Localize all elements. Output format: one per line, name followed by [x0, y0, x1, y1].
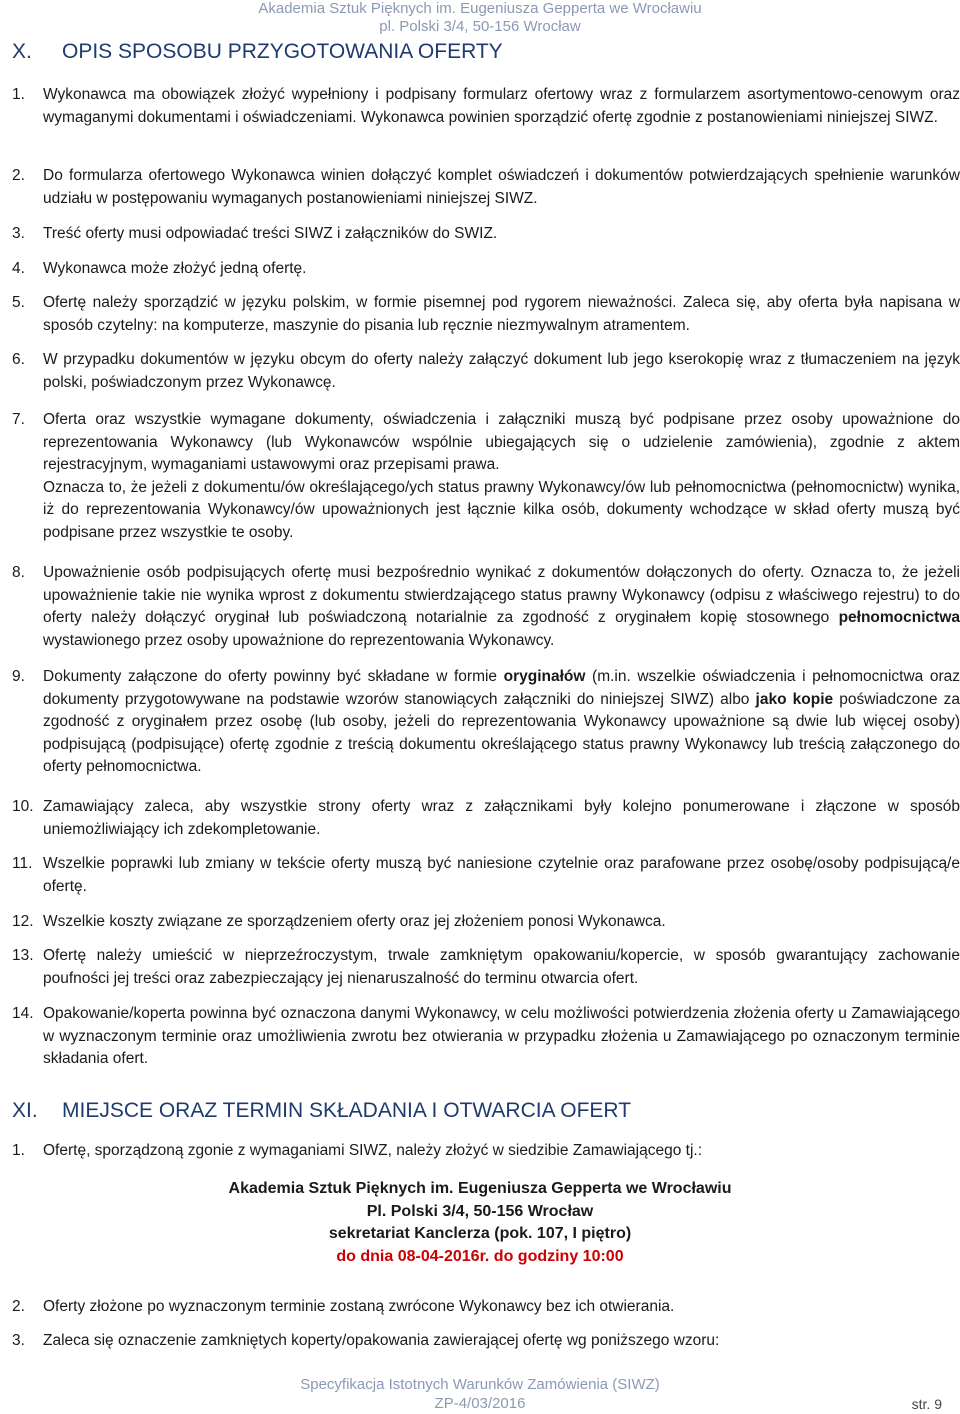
- list-item: 1. Ofertę, sporządzoną zgonie z wymaganiami SIWZ, należy złożyć w siedzibie Zamawiającego tj.:: [12, 1142, 703, 1159]
- list-item: 14. Opakowanie/koperta powinna być oznaczona danymi Wykonawcy, w celu możliwości potwierdzenia złożenia oferty u Zamawiającego w wyznaczonym terminie oraz umożliwienia zwrotu bez otwierania w przypadku złożenia u Zamawiającego po oznaczonym terminie składania ofert.: [12, 1005, 960, 1067]
- footer-reference: ZP-4/03/2016: [434, 1395, 526, 1412]
- list-item: 4. Wykonawca może złożyć jedną ofertę.: [12, 260, 307, 277]
- list-item: 13. Ofertę należy umieścić w nieprzeźroczystym, trwale zamkniętym opakowaniu/kopercie, w sposób gwarantujący zachowanie poufności jej treści oraz zabezpieczający jej nienaruszalność do terminu otwarcia ofert.: [12, 947, 960, 987]
- list-item: 2. Do formularza ofertowego Wykonawca winien dołączyć komplet oświadczeń i dokumentów potwierdzających spełnienie warunków udziału w postępowaniu wymaganych postanowieniami niniejszej SIWZ.: [12, 167, 960, 207]
- list-item: 9. Dokumenty załączone do oferty powinny być składane w formie oryginałów (m.in. wszelkie oświadczenia i pełnomocnictwa oraz dokumenty przygotowywane na podstawie wzorów stanowiących załączniki do niniejszej SIWZ) albo jako kopie poświadczone za zgodność z oryginałem przez osobę (lub osoby, jeżeli do reprezentowania Wykonawcy upoważnione są dwie lub więcej osoby) podpisującą (podpisujące) ofertę zgodnie z treścią dokumentu określającego status prawny Wykonawcy lub treścią załączonego do oferty pełnomocnictwa.: [12, 668, 960, 775]
- list-item: 10. Zamawiający zaleca, aby wszystkie strony oferty wraz z załącznikami były kolejno ponumerowane i złączone w sposób uniemożliwiający ich zdekompletowanie.: [12, 798, 960, 838]
- address-street: Pl. Polski 3/4, 50-156 Wrocław: [366, 1202, 594, 1220]
- header-address: pl. Polski 3/4, 50-156 Wrocław: [379, 18, 581, 35]
- footer-title: Specyfikacja Istotnych Warunków Zamówienia (SIWZ): [300, 1376, 660, 1393]
- list-item: 3. Zaleca się oznaczenie zamkniętych koperty/opakowania zawierającej ofertę wg poniższego wzoru:: [12, 1332, 720, 1349]
- submission-address: [0, 1178, 960, 1268]
- section-x-number: X.: [12, 40, 32, 63]
- submission-deadline: do dnia 08-04-2016r. do godziny 10:00: [336, 1247, 624, 1265]
- list-item: 2. Oferty złożone po wyznaczonym terminie zostaną zwrócone Wykonawcy bez ich otwierania.: [12, 1298, 675, 1315]
- section-x-heading: OPIS SPOSOBU PRZYGOTOWANIA OFERTY: [62, 40, 503, 63]
- list-item: 7. Oferta oraz wszystkie wymagane dokumenty, oświadczenia i załączniki muszą być podpisane przez osoby upoważnione do reprezentowania Wykonawcy (lub Wykonawców wspólnie ubiegających się o udzielenie zamówienia), zgodnie z aktem rejestracyjnym, wymaganiami ustawowymi oraz przepisami prawa. Oznacza to, że jeżeli z dokumentu/ów określającego/ych status prawny Wykonawcy/ów lub pełnomocnictwa (pełnomocnictw) wynika, iż do reprezentowania Wykonawcy/ów upoważnionych jest łącznie kilka osób, dokumenty wchodzące w skład oferty muszą być podpisane przez wszystkie te osoby.: [12, 411, 960, 541]
- list-item: 3. Treść oferty musi odpowiadać treści SIWZ i załączników do SWIZ.: [12, 225, 498, 242]
- header-institution: Akademia Sztuk Pięknych im. Eugeniusza Gepperta we Wrocławiu: [258, 0, 702, 17]
- list-item: 12. Wszelkie koszty związane ze sporządzeniem oferty oraz jej złożeniem ponosi Wykonawca.: [12, 913, 666, 930]
- section-x-title: [12, 40, 503, 64]
- page-number: str. 9: [911, 1396, 942, 1412]
- list-item: 6. W przypadku dokumentów w języku obcym do oferty należy załączyć dokument lub jego kserokopię wraz z tłumaczeniem na język polski, poświadczonym przez Wykonawcę.: [12, 351, 960, 391]
- section-xi-title: [12, 1099, 631, 1123]
- list-item: 8. Upoważnienie osób podpisujących ofertę musi bezpośrednio wynikać z dokumentów dołączonych do oferty. Oznacza to, że jeżeli upoważnienie takie nie wynika wprost z dokumentu stwierdzającego status prawny Wykonawcy (odpisu z właściwego rejestru) to do oferty należy dołączyć oryginał lub poświadczoną notarialnie za zgodność z oryginałem kopię stosownego pełnomocnictwa wystawionego przez osoby upoważnione do reprezentowania Wykonawcy.: [12, 564, 960, 649]
- list-item: 1. Wykonawca ma obowiązek złożyć wypełniony i podpisany formularz ofertowy wraz z formularzem asortymentowo-cenowym oraz wymaganymi dokumentami i oświadczeniami. Wykonawca powinien sporządzić ofertę zgodnie z postanowieniami niniejszej SIWZ.: [12, 86, 960, 126]
- list-item: 5. Ofertę należy sporządzić w języku polskim, w formie pisemnej pod rygorem nieważności. Zaleca się, aby oferta była napisana w sposób czytelny: na komputerze, maszynie do pisania lub ręcznie niezmywalnym atramentem.: [12, 294, 960, 334]
- address-office: sekretariat Kanclerza (pok. 107, I piętro): [328, 1225, 632, 1242]
- list-item: 11. Wszelkie poprawki lub zmiany w tekście oferty muszą być naniesione czytelnie oraz parafowane przez osobę/osoby podpisującą/e ofertę.: [12, 855, 960, 895]
- address-institution: Akademia Sztuk Pięknych im. Eugeniusza Gepperta we Wrocławiu: [228, 1180, 732, 1197]
- section-xi-number: XI.: [12, 1099, 38, 1122]
- section-xi-heading: MIEJSCE ORAZ TERMIN SKŁADANIA I OTWARCIA OFERT: [62, 1099, 632, 1122]
